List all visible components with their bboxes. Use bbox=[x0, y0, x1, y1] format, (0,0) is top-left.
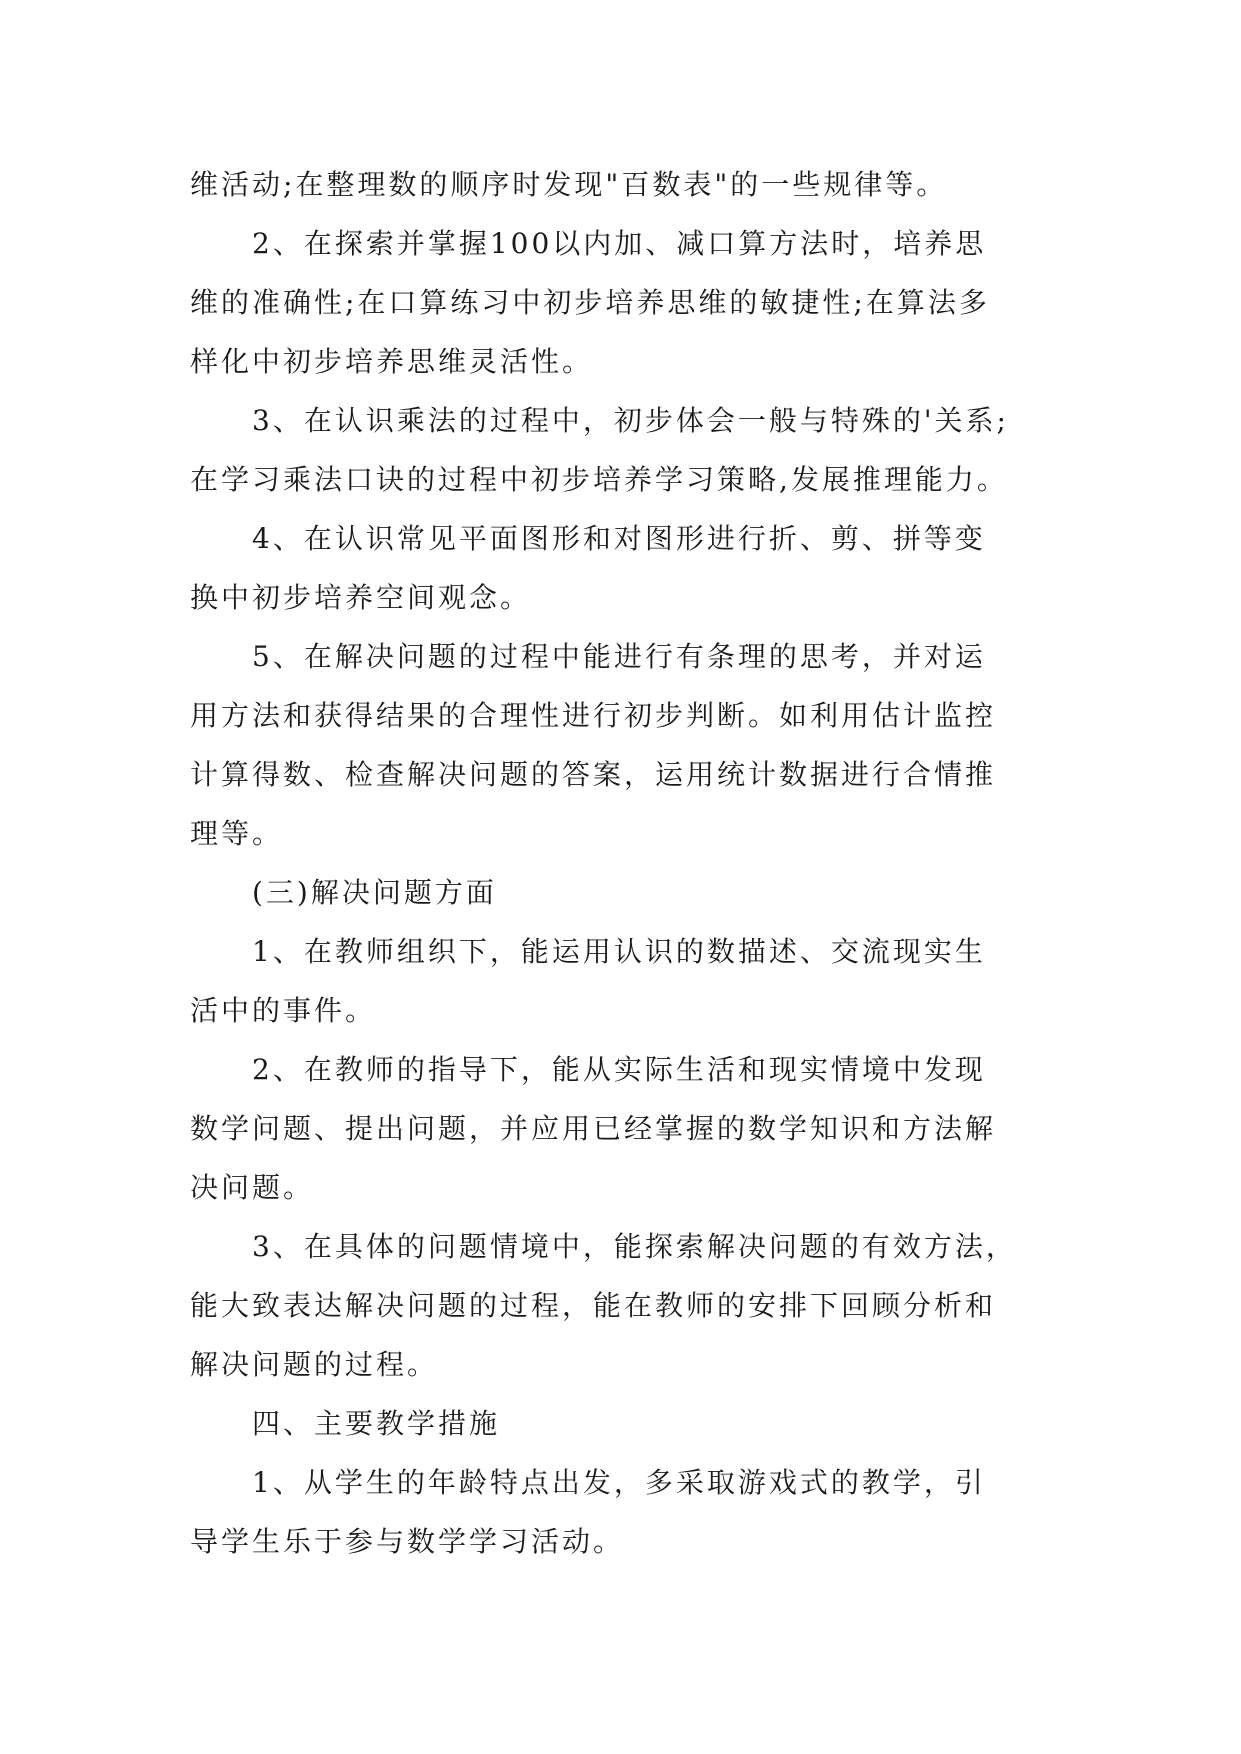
text-line: 计算得数、检查解决问题的答案，运用统计数据进行合情推 bbox=[190, 758, 997, 791]
text-line: 维活动;在整理数的顺序时发现"百数表"的一些规律等。 bbox=[190, 168, 948, 201]
text-line: 理等。 bbox=[190, 817, 284, 850]
text-line: 活中的事件。 bbox=[190, 994, 377, 1027]
text-line: 1、从学生的年龄特点出发，多采取游戏式的教学，引 bbox=[252, 1466, 986, 1499]
section-heading: (三)解决问题方面 bbox=[252, 876, 497, 909]
text-line: 1、在教师组织下，能运用认识的数描述、交流现实生 bbox=[252, 935, 986, 968]
text-line: 导学生乐于参与数学学习活动。 bbox=[190, 1525, 625, 1558]
document-body bbox=[190, 155, 1050, 1571]
text-line: 能大致表达解决问题的过程，能在教师的安排下回顾分析和 bbox=[190, 1289, 997, 1322]
text-line: 3、在认识乘法的过程中，初步体会一般与特殊的'关系; bbox=[252, 404, 1009, 437]
text-line: 换中初步培养空间观念。 bbox=[190, 581, 532, 614]
text-line: 决问题。 bbox=[190, 1171, 315, 1204]
text-line: 在学习乘法口诀的过程中初步培养学习策略,发展推理能力。 bbox=[190, 463, 1008, 496]
text-line: 2、在探索并掌握100以内加、减口算方法时，培养思 bbox=[252, 227, 987, 260]
text-line: 用方法和获得结果的合理性进行初步判断。如利用估计监控 bbox=[190, 699, 997, 732]
text-line: 维的准确性;在口算练习中初步培养思维的敏捷性;在算法多 bbox=[190, 286, 990, 319]
text-line: 3、在具体的问题情境中，能探索解决问题的有效方法， bbox=[252, 1230, 1017, 1263]
text-line: 4、在认识常见平面图形和对图形进行折、剪、拼等变 bbox=[252, 522, 986, 555]
text-line: 解决问题的过程。 bbox=[190, 1348, 439, 1381]
text-line: 数学问题、提出问题，并应用已经掌握的数学知识和方法解 bbox=[190, 1112, 997, 1145]
section-heading: 四、主要教学措施 bbox=[252, 1407, 501, 1440]
text-line: 2、在教师的指导下，能从实际生活和现实情境中发现 bbox=[252, 1053, 986, 1086]
text-line: 5、在解决问题的过程中能进行有条理的思考，并对运 bbox=[252, 640, 986, 673]
text-line: 样化中初步培养思维灵活性。 bbox=[190, 345, 594, 378]
